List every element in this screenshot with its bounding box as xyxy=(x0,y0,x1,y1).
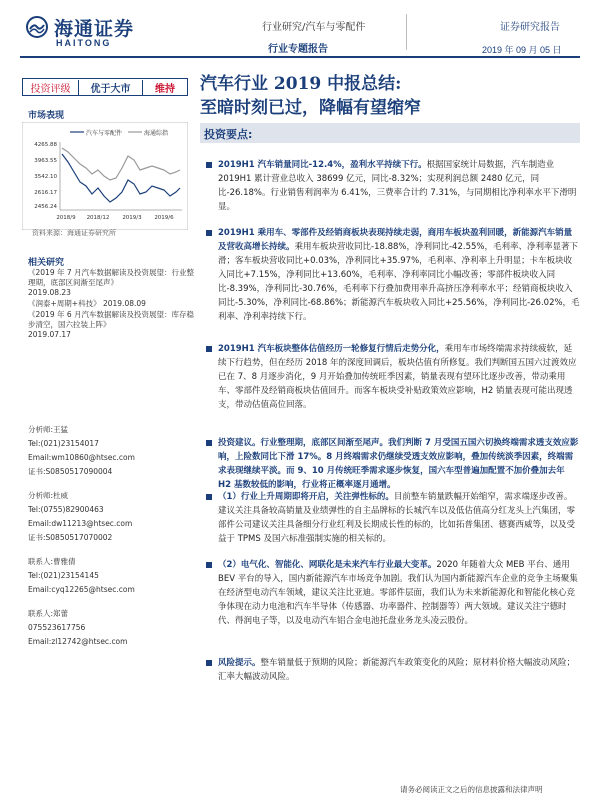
related-research-title: 相关研究 xyxy=(28,258,65,268)
bullet-icon xyxy=(206,660,212,666)
investment-rating-box xyxy=(22,78,188,96)
y-tick-label: 3542.10 xyxy=(34,174,57,180)
header-divider xyxy=(406,14,407,50)
y-tick-label: 2616.17 xyxy=(34,190,57,196)
analyst-email: Email:zl12742@htsec.com xyxy=(28,637,128,646)
y-tick-label: 3963.55 xyxy=(34,158,57,164)
market-performance-chart xyxy=(22,122,188,230)
report-title-line2: 至暗时刻已过，降幅有望缩窄 xyxy=(200,98,421,118)
bullet-icon xyxy=(206,440,212,446)
logo-en-text: HAITONG xyxy=(56,38,112,48)
bullet-icon xyxy=(206,230,212,236)
bullet-icon xyxy=(206,162,212,168)
key-points-title: 投资要点: xyxy=(204,128,253,141)
bullet-icon xyxy=(206,346,212,352)
x-tick-label: 2019/6 xyxy=(154,215,174,221)
chart-source: 资料来源：海通证券研究所 xyxy=(32,229,116,237)
key-point-text: 2020 年随着大众 MEB 平台、通用 BEV 平台的导入，国内新能源汽车市场竞争加剧。我们认为国内新能源汽车企业的竞争主场聚集在经济型电动汽车领域，建议关注比亚迪。零部件层面，我们认为未来新能源化和智能化核心竞争体现在动力电池和汽车半导体（传感器、功率器件、控制器等）两大领域。建议关注宁德时代、得润电子等，以及电动汽车铝合金电池托盘业务龙头凌云股份。 xyxy=(218,560,578,626)
key-point-paragraph xyxy=(204,226,580,324)
related-item xyxy=(28,310,196,340)
haitong-logo xyxy=(26,14,146,54)
key-point-text: 乘用车市场终端需求持续疲软，延续下行趋势，但在经历 2018 年的深度回调后，板块估值有所修复。我们判断国五国六过渡效应已在 7、8 月逐步消化，9 月开始叠加传统旺季因素，销量表现有望环比逐步改善，带动乘用车、零部件及经销商板块估值回升。而客车板块受补贴政策效应影响，H2 销量表现可能出现透支，带动估值高位回落。 xyxy=(218,344,577,410)
bullet-icon xyxy=(206,562,212,568)
key-point-highlight: 投资建议。行业整理期，底部区间渐至尾声。我们判断 7 月受国五国六切换终端需求透支效应影响，上险数同比下滑 17%。8 月终端需求仍继续受透支效应影响，叠加传统淡季因素，终端需求表现继续平淡。而 9、10 月传统旺季需求逐步恢复，国六车型普遍加配置不加价叠加去年 H2 基数较低的影响，行业将正概率逐月通增。 xyxy=(218,438,579,490)
analyst-tel: Tel:(0755)82900463 xyxy=(28,505,104,514)
analyst-email: Email:wm10860@htsec.com xyxy=(28,453,135,462)
key-point-highlight: （1）行业上升周期即将开启，关注弹性标的。 xyxy=(218,492,394,502)
analyst-email: Email:dw11213@htsec.com xyxy=(28,519,133,528)
analyst-cert: 证书:S0850517090004 xyxy=(28,467,113,476)
analyst-name: 分析师:王猛 xyxy=(28,425,69,434)
key-point-paragraph xyxy=(204,436,580,492)
key-points-bar xyxy=(200,123,580,143)
key-point-text: 根据国家统计局数据，汽车制造业 2019H1 累计营业总收入 38699 亿元，同比-8.32%；实现利润总额 2480 亿元，同比-26.18%。行业销售利润率为 6.41%，三费率合计约 7.31%，与同期相比净利率水平下滑明显。 xyxy=(218,160,577,212)
haitong-logo-icon xyxy=(26,16,48,38)
analyst-name: 分析师:杜威 xyxy=(28,491,69,500)
key-point-paragraph xyxy=(204,490,580,546)
key-point-highlight: 2019H1 汽车销量同比-12.4%，盈利水平持续下行。 xyxy=(218,160,427,170)
analyst-name: 联系人:曹雅倩 xyxy=(28,557,76,566)
analyst-email: Email:cyq12265@htsec.com xyxy=(28,585,135,594)
related-item-text: 《润泰+周期+科技》 xyxy=(28,299,101,308)
key-point-highlight: 风险提示。 xyxy=(218,658,261,668)
analyst-block xyxy=(28,607,188,649)
key-point-paragraph xyxy=(204,558,580,628)
key-point-paragraph xyxy=(204,158,580,214)
related-item-date: 2019.08.09 xyxy=(102,299,146,308)
bullet-icon xyxy=(206,494,212,500)
analyst-contacts xyxy=(28,423,188,659)
market-chart-svg xyxy=(22,122,188,230)
report-title-line1: 汽车行业 2019 中报总结: xyxy=(200,74,402,94)
analyst-tel: Tel:(021)23154145 xyxy=(28,571,99,580)
report-category: 行业研究/汽车与零配件 xyxy=(262,22,366,33)
related-research-list xyxy=(28,268,196,341)
legend-haitong-index: 海通综指 xyxy=(144,130,169,137)
key-point-paragraph xyxy=(204,656,580,684)
x-tick-label: 2018/9 xyxy=(56,215,76,221)
legend-auto-parts: 汽车与零配件 xyxy=(86,130,123,137)
key-point-paragraph xyxy=(204,342,580,412)
analyst-block xyxy=(28,489,188,545)
series-haitong-index-line xyxy=(62,148,180,180)
header-rule xyxy=(20,56,580,58)
rating-label: 投资评级 xyxy=(23,80,79,95)
rating-status: 维持 xyxy=(155,83,175,95)
related-item xyxy=(28,299,196,309)
analyst-block xyxy=(28,555,188,597)
key-point-text: 目前整车销量跌幅开始缩窄，需求端逐步改善。建议关注具备较高销量及业绩弹性的自主品牌标的长城汽车以及低估值高分红龙头上汽集团，零部件公司建议关注具备细分行业红利及长期成长性的标的，比如拓普集团、德赛西威等，以及受益于 TPMS 及国六标准强制实施的相关标的。 xyxy=(218,492,576,544)
key-point-text: 乘用车板块营收同比-18.88%，净利同比-42.55%，毛利率、净利率显著下滑；客车板块营收同比+0.03%，净利同比+35.97%，毛利率、净利率上升明显；卡车板块收入同比+7.15%，净利同比+13.60%，毛利率、净利率同比小幅改善；零部件板块收入同比-8.39%，净利同比-30.76%，毛利率下行叠加费用率升高挤压净利率水平；经销商板块收入同比-5.30%，净利同比-68.86%；新能源汽车板块收入同比+25.56%，净利同比-26.02%，毛利率、净利率持续下行。 xyxy=(218,242,580,322)
market-performance-title: 市场表现 xyxy=(28,111,65,121)
key-point-highlight: 2019H1 乘用车、零部件及经销商板块表现持续走弱，商用车板块盈利回暖，新能源汽车销量及营收高增长持续。 xyxy=(218,228,573,252)
report-title xyxy=(200,72,421,120)
related-item-text: 《2019 年 7 月汽车数据解读及投资展望：行业整理期，底部区间渐至尾声》 xyxy=(28,268,195,287)
rating-value: 优于大市 xyxy=(79,80,143,95)
report-header xyxy=(0,0,600,62)
x-tick-label: 2019/3 xyxy=(122,215,142,221)
logo-cn-text: 海通证券 xyxy=(54,18,135,40)
report-type: 行业专题报告 xyxy=(268,44,328,55)
related-item-date: 2019.07.17 xyxy=(28,330,71,339)
key-point-highlight: 2019H1 汽车板块整体估值经历一轮修复行情后走势分化， xyxy=(218,344,445,354)
key-point-text: 整车销量低于预期的风险；新能源汽车政策变化的风险；原材料价格大幅波动风险；汇率大幅波动风险。 xyxy=(218,658,576,682)
series-auto-parts-line xyxy=(62,154,180,202)
analyst-block xyxy=(28,423,188,479)
y-tick-label: 4265.88 xyxy=(34,142,57,148)
report-label: 证券研究报告 xyxy=(500,22,560,33)
key-point-highlight: （2）电气化、智能化、网联化是未来汽车行业最大变革。 xyxy=(218,560,437,570)
related-item-text: 《2019 年 6 月汽车数据解读及投资展望：库存稳步清空，国六拉装上阵》 xyxy=(28,310,195,329)
related-item xyxy=(28,268,196,298)
analyst-cert: 证书:S0850517070002 xyxy=(28,533,113,542)
analyst-tel: Tel:(021)23154017 xyxy=(28,439,99,448)
x-tick-label: 2018/12 xyxy=(86,215,110,221)
report-date: 2019 年 09 月 05 日 xyxy=(482,45,562,55)
related-item-date: 2019.08.23 xyxy=(28,288,71,297)
disclaimer-footer: 请务必阅读正文之后的信息披露和法律声明 xyxy=(400,785,543,794)
analyst-tel: 075523617756 xyxy=(28,623,86,632)
analyst-name: 联系人:郑蕾 xyxy=(28,609,69,618)
y-tick-label: 2456.24 xyxy=(34,204,57,210)
